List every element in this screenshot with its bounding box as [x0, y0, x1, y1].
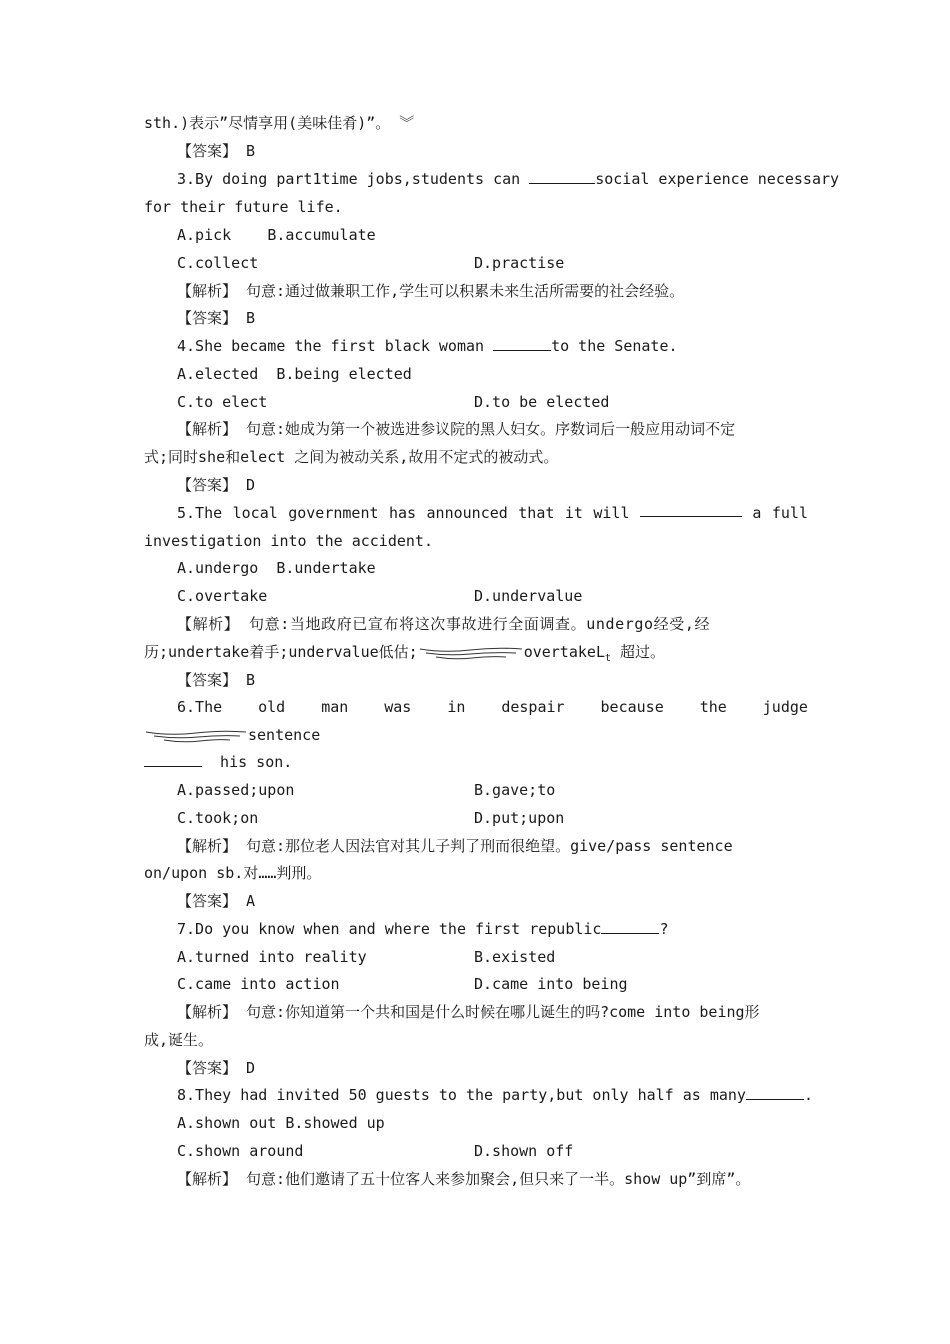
q7-stem-part: ? — [659, 920, 669, 938]
word: that — [518, 504, 555, 522]
q4-answer: 【答案】 D — [177, 476, 256, 494]
q4-stem — [177, 335, 808, 357]
q4-stem-part: to the Senate. — [551, 337, 678, 355]
option-a: A.pick — [177, 226, 232, 244]
q5-stem — [177, 502, 808, 524]
word: 6.The — [177, 698, 223, 716]
option-b: B.undertake — [276, 559, 376, 577]
word: will — [593, 504, 630, 522]
word: in — [447, 698, 466, 716]
q6-answer: 【答案】 A — [177, 892, 256, 910]
q6-stem — [177, 696, 808, 718]
word: judge — [762, 698, 808, 716]
q6-option-c: C.took;on — [177, 809, 259, 827]
option-b: B.being elected — [276, 365, 412, 383]
q7-explanation-cont: 成,诞生。 — [144, 1031, 214, 1049]
q8-stem — [177, 1084, 813, 1106]
word: government — [288, 504, 379, 522]
q8-stem-part: 8.They had invited 50 guests to the party,but only half as many — [177, 1086, 746, 1104]
word: a — [752, 504, 762, 522]
answer-blank — [144, 752, 202, 767]
q4-option-c: C.to elect — [177, 393, 268, 411]
word: it — [564, 504, 583, 522]
bracket-mark-icon: $L_t$ — [595, 643, 611, 664]
q5-options-ab — [177, 557, 808, 579]
continued-text: sth.)表示”尽情享用(美味佳肴)”。 — [144, 114, 391, 132]
q6-stem-cont — [144, 724, 808, 746]
q8-explanation: 【解析】 句意:他们邀请了五十位客人来参加聚会,但只来了一半。show up”到席”。 — [177, 1170, 751, 1188]
q4-options-ab — [177, 363, 808, 385]
expl-part: 超过。 — [611, 643, 666, 661]
q8-options-ab: A.shown out B.showed up — [177, 1114, 385, 1132]
wavy-underline-icon — [144, 727, 248, 745]
q4-option-d: D.to be elected — [474, 393, 610, 411]
q3-options-ab — [177, 224, 808, 246]
option-a: A.undergo — [177, 559, 259, 577]
q3-answer: 【答案】 B — [177, 309, 256, 327]
q7-option-c: C.came into action — [177, 975, 340, 993]
option-a: A.elected — [177, 365, 259, 383]
q4-stem-part: 4.She became the first black woman — [177, 337, 485, 355]
q5-explanation: 【解析】 句意:当地政府已宣布将这次事故进行全面调查。undergo经受,经 — [177, 615, 711, 633]
option-b: B.accumulate — [267, 226, 376, 244]
q5-option-d: D.undervalue — [474, 587, 583, 605]
q6-option-b: B.gave;to — [474, 781, 556, 799]
q3-stem-part: 3.By doing part1time jobs,students can — [177, 170, 521, 188]
q7-option-a: A.turned into reality — [177, 948, 367, 966]
q3-option-c: C.collect — [177, 254, 259, 272]
q7-explanation: 【解析】 句意:你知道第一个共和国是什么时候在哪儿诞生的吗?come into being形 — [177, 1003, 760, 1021]
q6-explanation-cont: on/upon sb.对……判刑。 — [144, 864, 322, 882]
q8-option-c: C.shown around — [177, 1142, 304, 1160]
q7-answer: 【答案】 D — [177, 1059, 256, 1077]
continued-explanation-line — [144, 112, 808, 134]
q5-option-c: C.overtake — [177, 587, 268, 605]
answer-blank — [601, 919, 659, 934]
word: the — [699, 698, 727, 716]
expl-part: 历;undertake着手;undervalue低估; — [144, 643, 418, 661]
q7-stem — [177, 918, 808, 940]
q5-explanation-cont — [144, 641, 808, 663]
word: was — [384, 698, 412, 716]
answer-blank — [493, 336, 551, 351]
q6-stem-part: sentence — [248, 726, 321, 744]
word: local — [232, 504, 278, 522]
q6-option-a: A.passed;upon — [177, 781, 295, 799]
q7-option-d: D.came into being — [474, 975, 628, 993]
q8-stem-part: . — [803, 1086, 813, 1104]
q3-stem-part: social experience necessary — [595, 170, 840, 188]
word: announced — [426, 504, 508, 522]
word: because — [600, 698, 664, 716]
q7-stem-part: 7.Do you know when and where the first republic — [177, 920, 602, 938]
expl-part: overtake — [523, 643, 596, 661]
q2-answer: 【答案】 B — [177, 142, 256, 160]
q5-answer: 【答案】 B — [177, 671, 256, 689]
word: old — [258, 698, 286, 716]
word: 5.The — [177, 504, 223, 522]
q6-stem-part: his son. — [211, 753, 293, 771]
wavy-underline-icon — [418, 644, 524, 662]
answer-blank — [640, 502, 742, 517]
q3-stem — [177, 168, 840, 190]
q4-explanation: 【解析】 句意:她成为第一个被选进参议院的黑人妇女。序数词后一般应用动词不定 — [177, 420, 736, 438]
word: has — [388, 504, 417, 522]
answer-blank — [746, 1085, 804, 1100]
answer-blank — [529, 169, 595, 184]
q6-option-d: D.put;upon — [474, 809, 565, 827]
q8-option-d: D.shown off — [474, 1142, 574, 1160]
q7-option-b: B.existed — [474, 948, 556, 966]
scroll-mark-icon: ︾ — [390, 114, 415, 132]
q6-stem-cont2 — [144, 751, 808, 773]
word: despair — [501, 698, 565, 716]
word: full — [771, 504, 808, 522]
q5-stem-cont: investigation into the accident. — [144, 532, 433, 550]
q3-option-d: D.practise — [474, 254, 565, 272]
q3-stem-cont: for their future life. — [144, 198, 343, 216]
q4-explanation-cont: 式;同时she和elect 之间为被动关系,故用不定式的被动式。 — [144, 448, 559, 466]
word: man — [321, 698, 349, 716]
q6-explanation: 【解析】 句意:那位老人因法官对其儿子判了刑而很绝望。give/pass sentence — [177, 837, 733, 855]
q3-explanation: 【解析】 句意:通过做兼职工作,学生可以积累未来生活所需要的社会经验。 — [177, 282, 685, 300]
